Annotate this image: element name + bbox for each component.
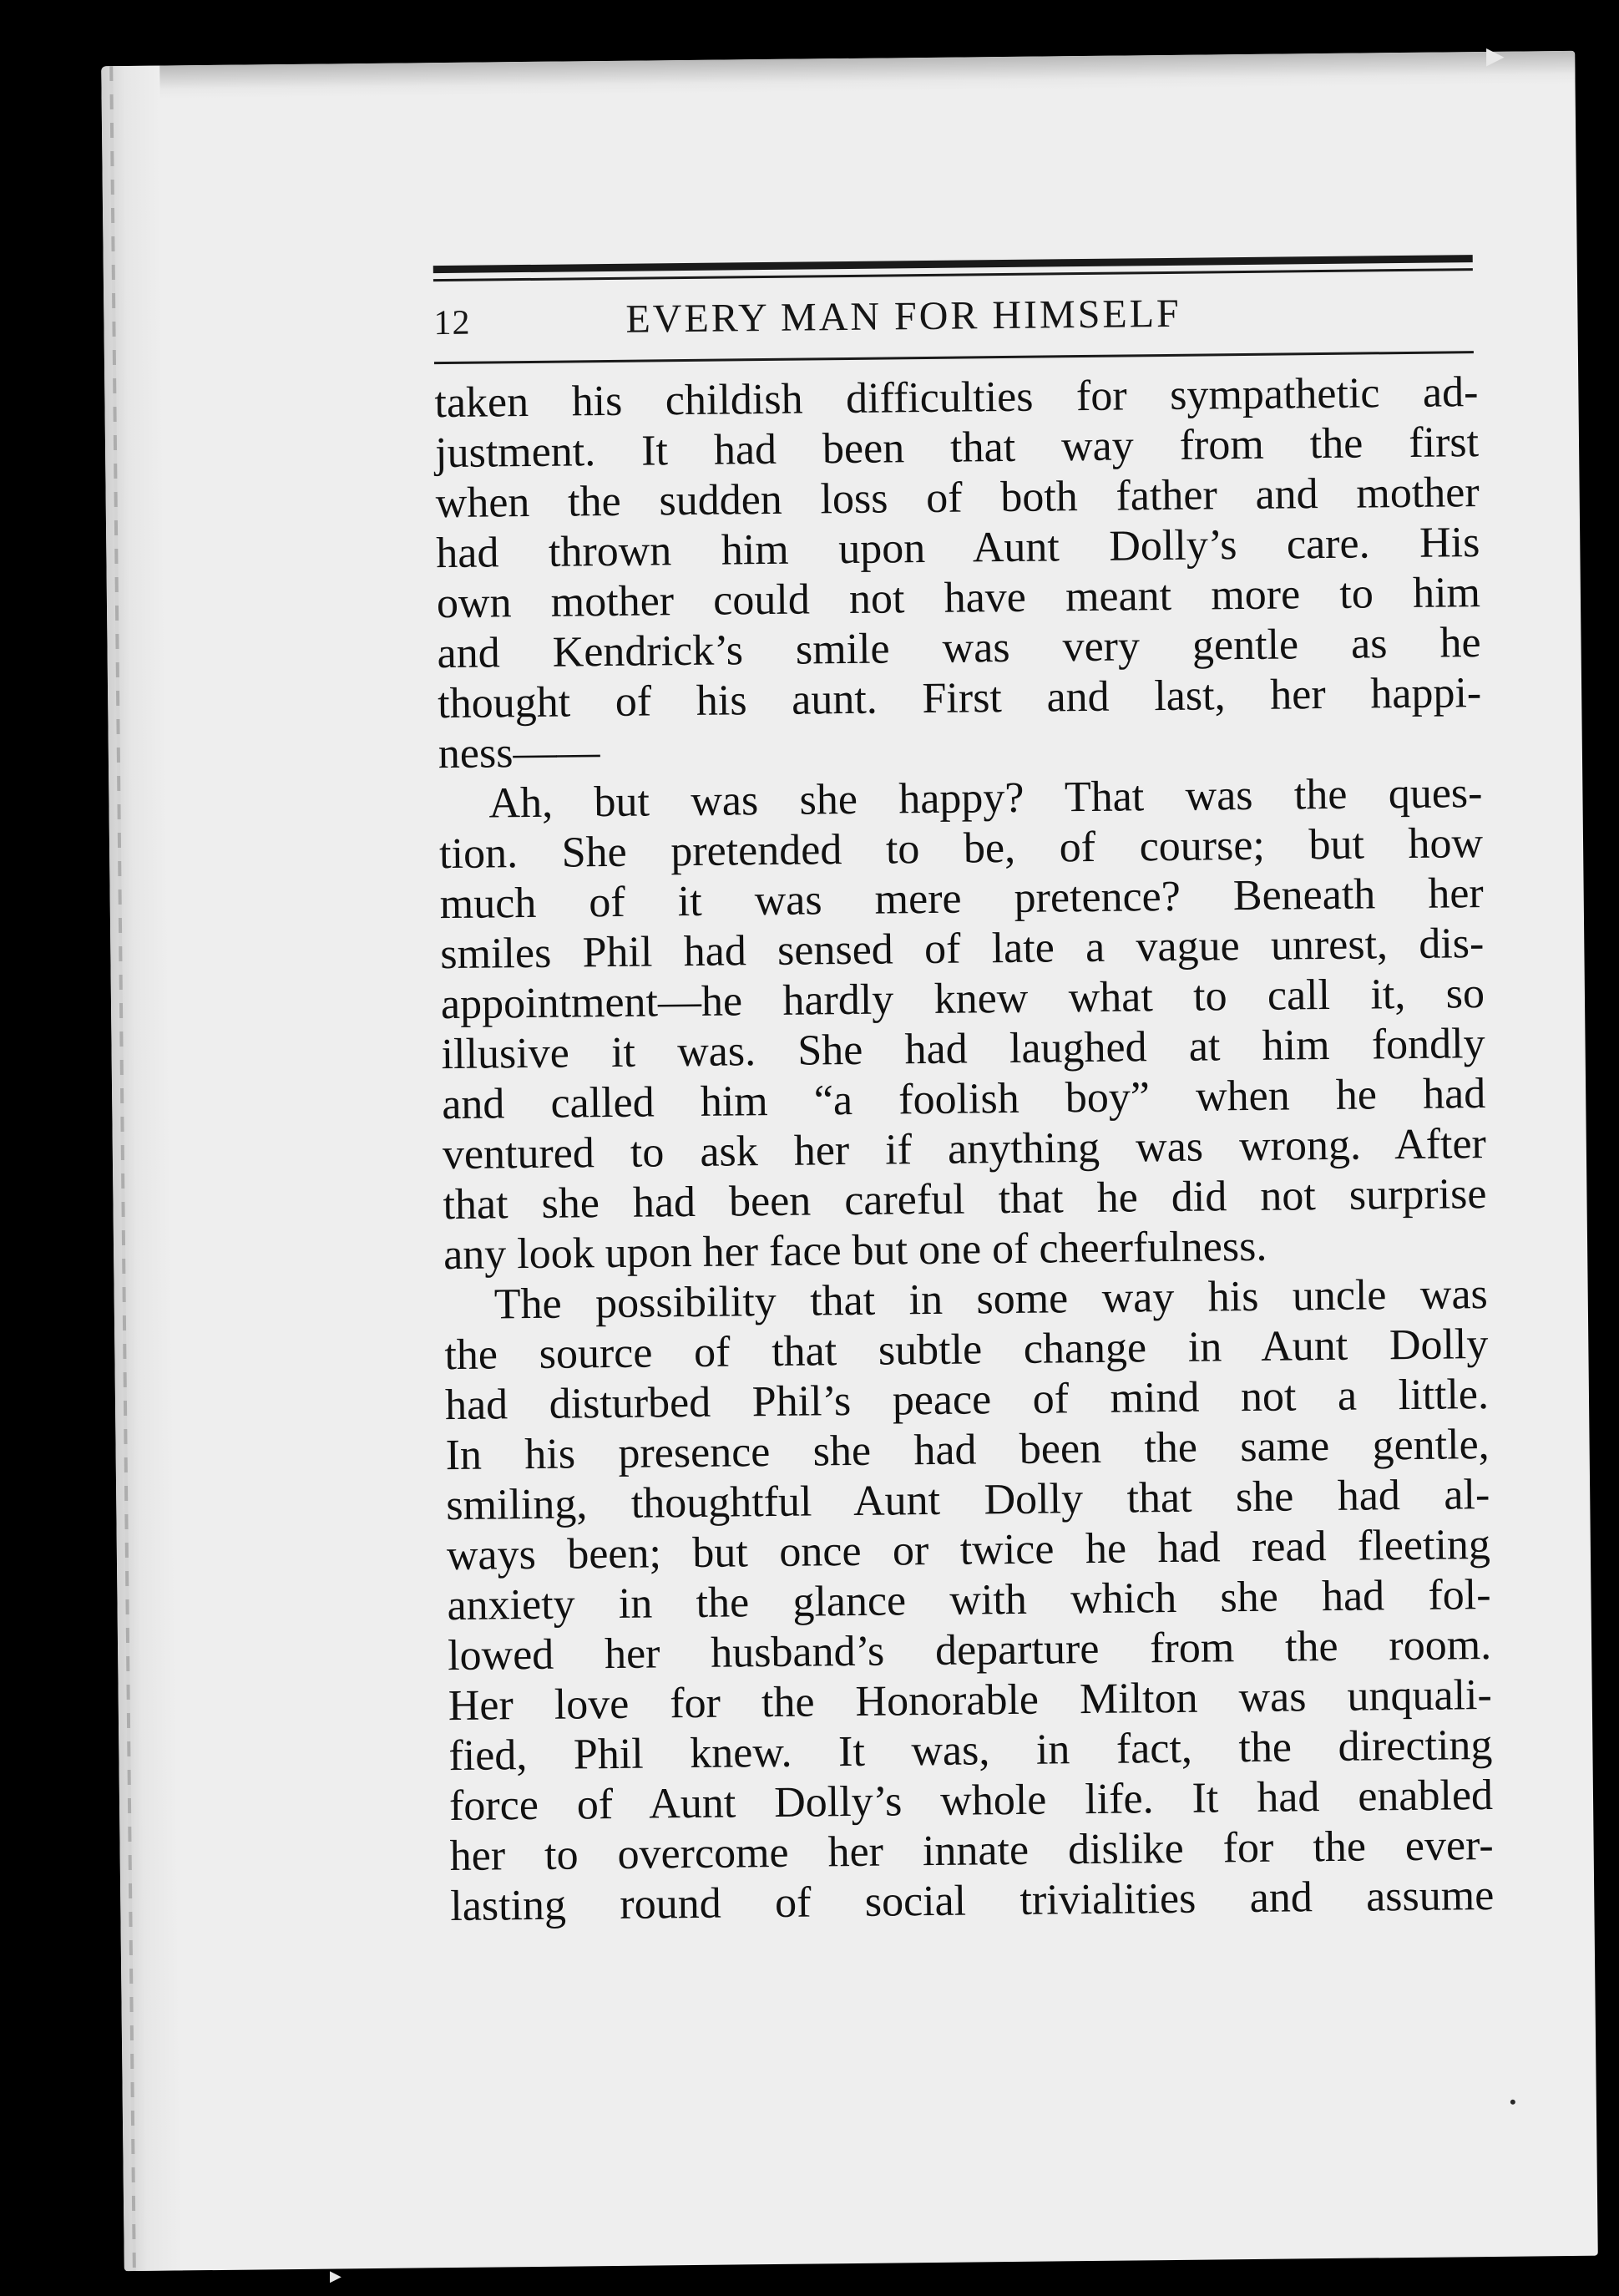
page-number: 12 (433, 303, 471, 343)
running-title: EVERY MAN FOR HIMSELF (625, 291, 1181, 342)
text-line: ness—— (438, 728, 600, 778)
scan-bottom-arrow-icon: ▶ (330, 2268, 342, 2285)
text-line: tion. She pretended to be, of course; but how (438, 819, 1484, 879)
text-line: lasting round of social trivialities and assume (450, 1871, 1495, 1931)
scan-corner-arrow-icon: ▶ (1486, 42, 1505, 69)
text-line: smiling, thoughtful Aunt Dolly that she had al- (445, 1470, 1490, 1530)
running-head (433, 287, 1474, 348)
text-line: had thrown him upon Aunt Dolly’s care. His (436, 519, 1480, 578)
text-line: appointment—he hardly knew what to call it, so (440, 970, 1485, 1029)
text-line: the source of that subtle change in Aunt Dolly (444, 1320, 1489, 1380)
text-line: had disturbed Phil’s peace of mind not a little. (444, 1371, 1490, 1430)
page-gutter-edge (101, 66, 183, 2272)
header-rule-bottom (434, 351, 1474, 364)
text-line: her to overcome her innate dislike for the ever- (449, 1821, 1494, 1881)
text-line: lowed her husband’s departure from the room. (447, 1620, 1492, 1680)
text-line: that she had been careful that he did not surprise (443, 1170, 1487, 1229)
text-line: thought of his aunt. First and last, her happi- (437, 669, 1482, 728)
text-line: smiles Phil had sensed of late a vague unrest, dis- (440, 920, 1485, 979)
text-line: Her love for the Honorable Milton was unquali- (448, 1670, 1493, 1731)
text-line: much of it was mere pretence? Beneath her (439, 869, 1484, 929)
text-line: ventured to ask her if anything was wrong. After (442, 1120, 1487, 1179)
text-line: anxiety in the glance with which she had fol- (447, 1570, 1491, 1630)
text-line: Ah, but was she happy? That was the ques- (488, 769, 1483, 828)
text-line: when the sudden loss of both father and mother (435, 469, 1480, 528)
text-line: justment. It had been that way from the first (434, 418, 1480, 478)
text-line: In his presence she had been the same gentle, (445, 1420, 1490, 1480)
text-line: force of Aunt Dolly’s whole life. It had enabled (448, 1771, 1494, 1831)
body-text (434, 367, 1494, 1932)
text-line: illusive it was. She had laughed at him fondly (441, 1020, 1485, 1079)
book-page (101, 51, 1598, 2271)
text-line: fied, Phil knew. It was, in fact, the directing (448, 1721, 1493, 1781)
scan-speck (1510, 2100, 1515, 2105)
text-line: and called him “a foolish boy” when he had (441, 1070, 1486, 1129)
text-line: and Kendrick’s smile was very gentle as he (437, 619, 1481, 678)
text-line: taken his childish difficulties for sympathetic ad- (434, 368, 1479, 428)
text-line: own mother could not have meant more to him (436, 569, 1481, 628)
text-line: The possibility that in some way his uncle was (493, 1270, 1489, 1329)
text-line: ways been; but once or twice he had read fleeting (446, 1520, 1491, 1580)
page-top-shadow (101, 51, 1575, 99)
text-line: any look upon her face but one of cheerfulness. (443, 1222, 1267, 1280)
